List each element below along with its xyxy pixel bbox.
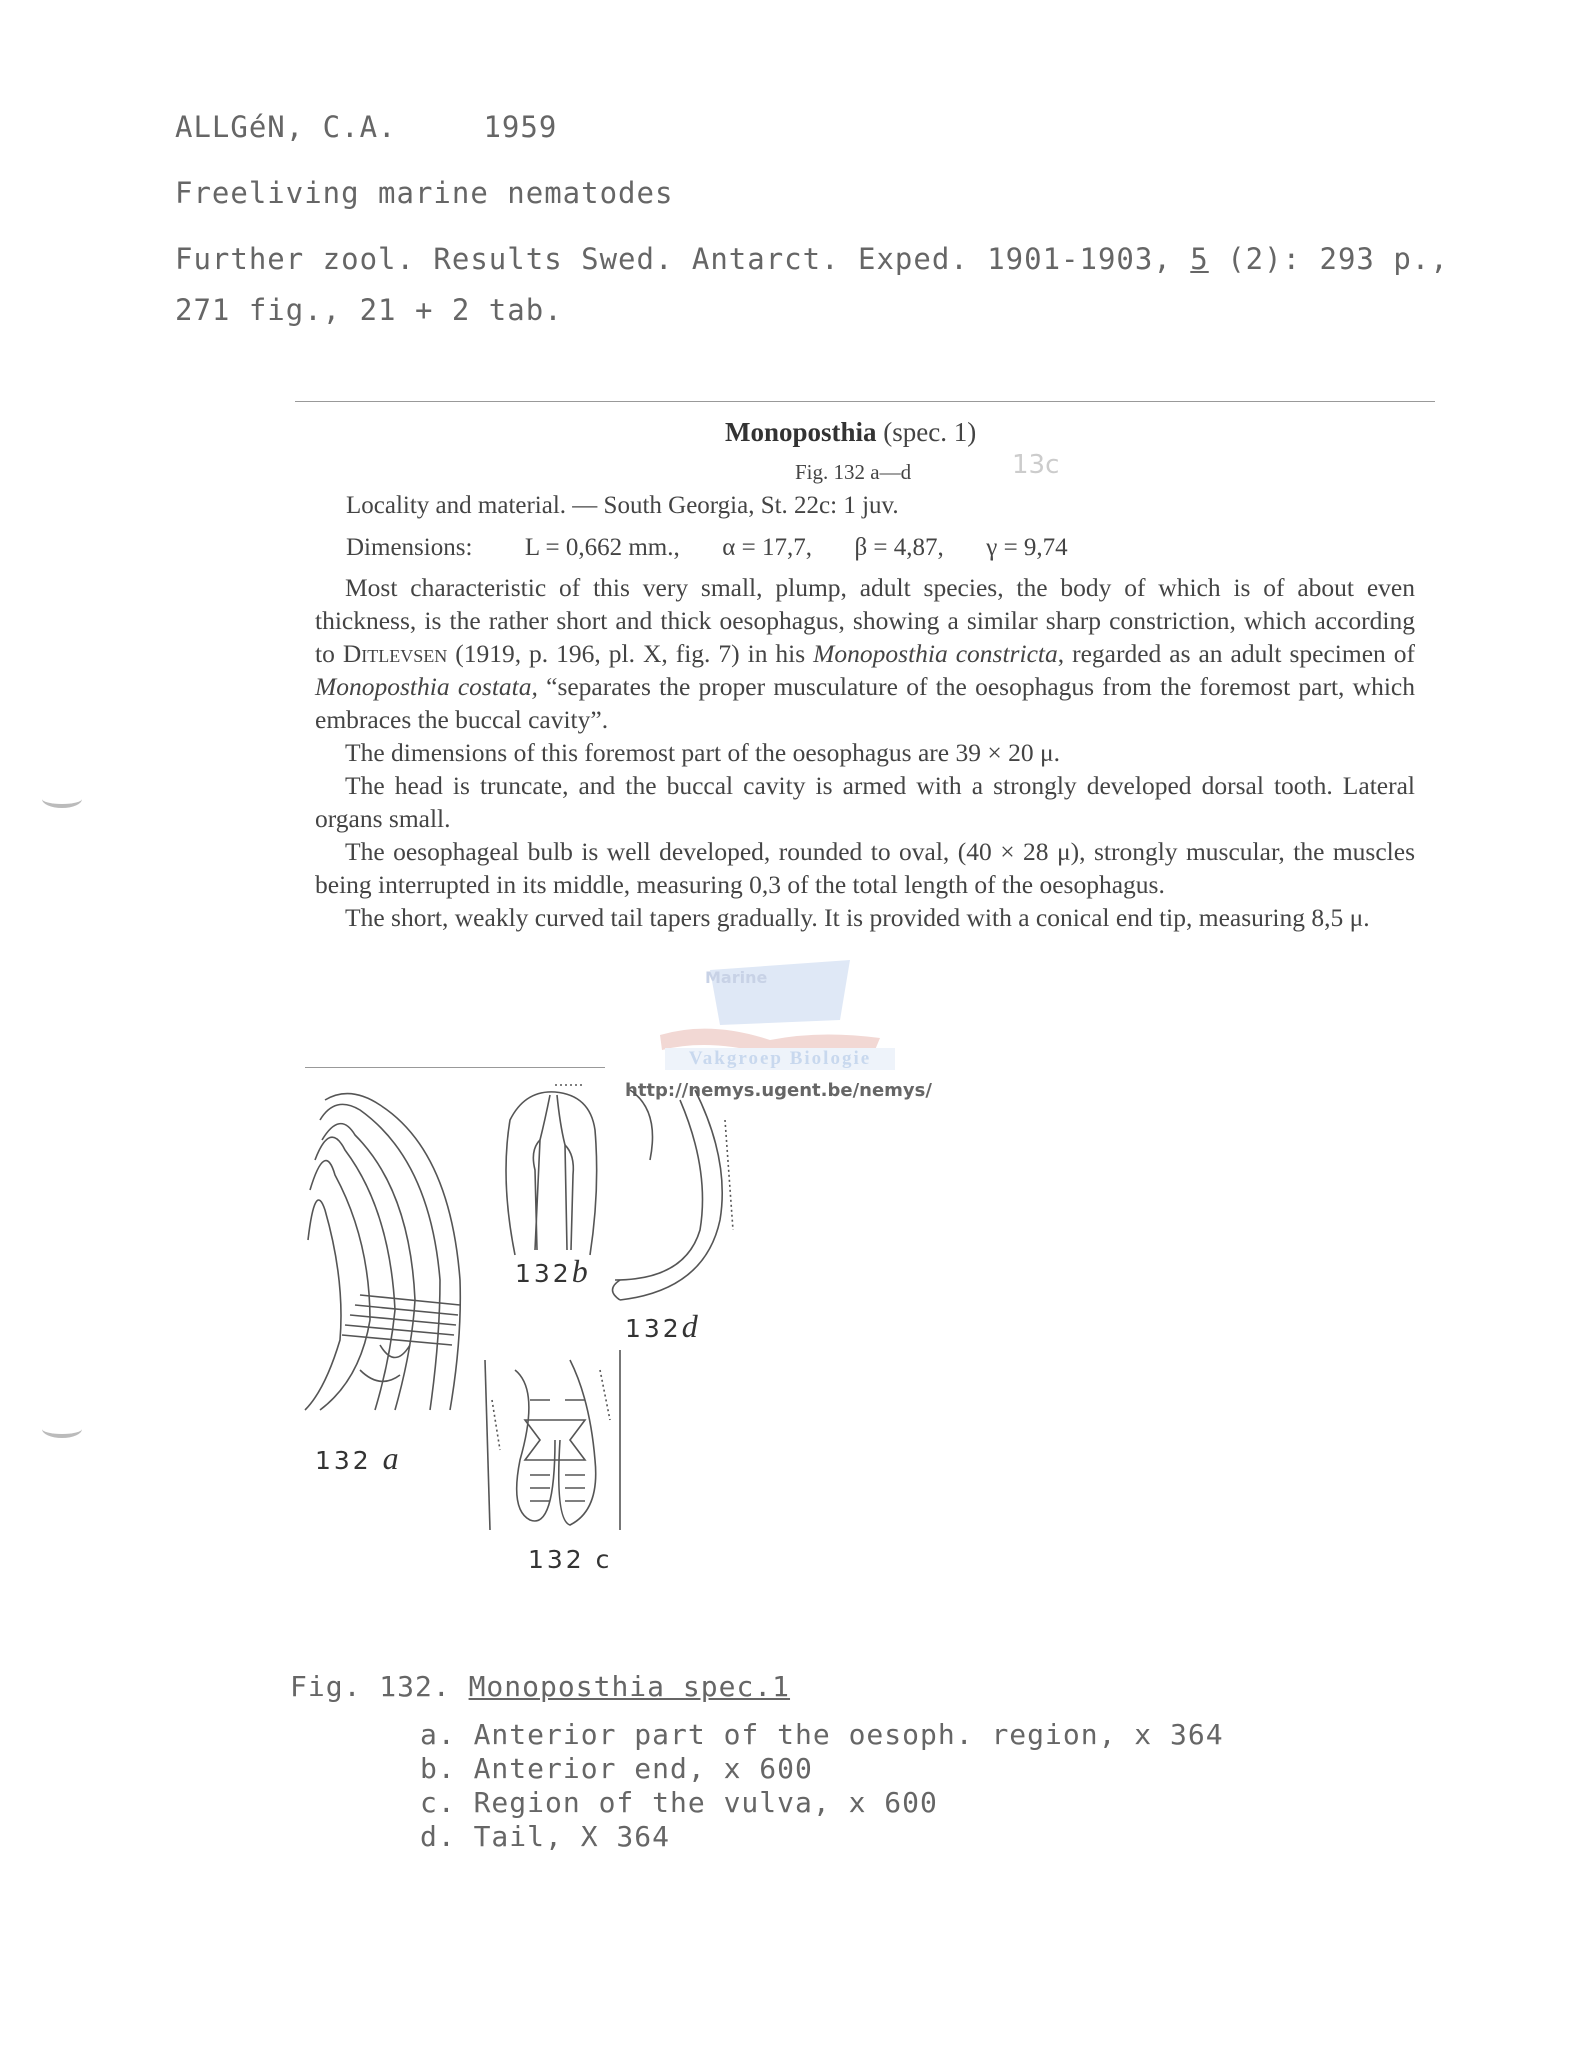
dimensions-label: Dimensions: [346,534,473,561]
paragraph-4: The oesophageal bulb is well developed, rounded to oval, (40 × 28 μ), strongly muscular, the muscles being interrupted in its middle, measuring 0,3 of the total length of the oesophagus. [315,837,1415,899]
citation-author: ALLGéN, C.A. [175,110,397,144]
description-body [315,571,1415,934]
caption-item-a: a. Anterior part of the oesoph. region, x 364 [420,1718,1224,1751]
species-figref: Fig. 132 a—d [795,460,912,484]
species-heading [725,417,976,448]
top-rule [295,401,1435,402]
locality-line: Locality and material. — South Georgia, St. 22c: 1 juv. [346,492,899,519]
dimensions-line [346,534,1246,562]
figure-caption [290,1670,790,1703]
pencil-note: 13c [1012,450,1060,480]
label-132b: 132b [515,1253,588,1289]
figure-rule [305,1067,605,1068]
dim-gamma: γ = 9,74 [986,534,1068,561]
figure-132b-drawing [495,1080,605,1270]
citation-extent: 271 fig., 21 + 2 tab. [175,293,563,327]
citation-author-year [175,110,557,144]
watermark-logo-text: Marine [705,968,768,987]
paragraph-5: The short, weakly curved tail tapers gradually. It is provided with a conical end tip, measuring 8,5 μ. [345,903,1370,932]
author-ditlevsen: Ditlevsen [342,639,448,668]
citation-volume: 5 [1190,242,1209,276]
caption-title: Monoposthia spec.1 [468,1670,791,1703]
figure-132c-drawing [470,1340,640,1540]
paragraph-2: The dimensions of this foremost part of the oesophagus are 39 × 20 μ. [345,738,1060,767]
caption-item-c: c. Region of the vulva, x 600 [420,1786,938,1819]
dim-beta: β = 4,87, [854,534,944,561]
dim-L: L = 0,662 mm., [524,534,680,561]
caption-item-b: b. Anterior end, x 600 [420,1752,813,1785]
watermark-band: Vakgroep Biologie [665,1048,895,1070]
label-132c: 132 c [528,1545,613,1574]
watermark-url: http://nemys.ugent.be/nemys/ [625,1080,932,1101]
species-qualifier: (spec. 1) [883,417,977,447]
dim-alpha: α = 17,7, [722,534,812,561]
scan-artifact [42,790,82,808]
citation-source: Further zool. Results Swed. Antarct. Exped. 1901-1903, 5 (2): 293 p., [175,242,1449,276]
caption-prefix: Fig. 132. [290,1670,469,1703]
paragraph-1: Most characteristic of this very small, plump, adult species, the body of which is of about even thickness, is the rather short and thick oesophagus, showing a similar sharp constriction, which according to Ditlevsen (1919, p. 196, pl. X, fig. 7) in his Monoposthia constricta, regarded as an adult specimen of Monoposthia costata, “separates the proper musculature of the oesophagus from the foremost part, which embraces the buccal cavity”. [315,573,1416,734]
label-132a: 132 a [315,1440,399,1476]
caption-item-d: d. Tail, X 364 [420,1820,671,1853]
paragraph-3: The head is truncate, and the buccal cavity is armed with a strongly developed dorsal tooth. Lateral organs small. [315,771,1415,833]
citation-title: Freeliving marine nematodes [175,176,674,210]
figure-132d-drawing [600,1080,750,1310]
figure-132a-drawing [300,1080,490,1420]
scan-artifact [42,1420,82,1438]
citation-year: 1959 [483,110,558,144]
species-name: Monoposthia [725,417,877,447]
label-132d: 132d [625,1308,698,1344]
